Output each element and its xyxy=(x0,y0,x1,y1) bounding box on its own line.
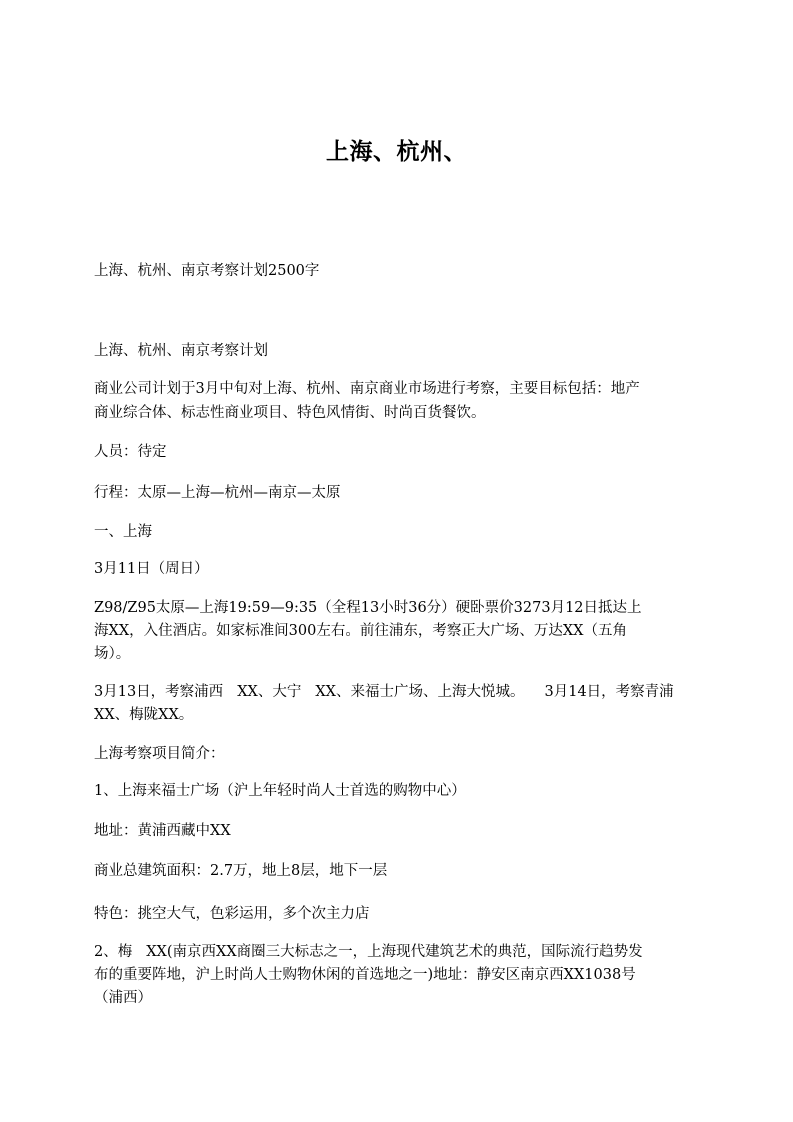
intro-paragraph xyxy=(94,377,706,425)
project1-name: 1、上海来福士广场（沪上年轻时尚人士首选的购物中心） xyxy=(94,783,466,799)
intro-line-1: 商业公司计划于3月中旬对上海、杭州、南京商业市场进行考察，主要目标包括：地产 xyxy=(94,381,640,397)
train-paragraph xyxy=(94,597,706,666)
date-march-11: 3月11日（周日） xyxy=(94,561,209,577)
intro-line-2: 商业综合体、标志性商业项目、特色风情街、时尚百货餐饮。 xyxy=(94,405,486,421)
march13-part-4: 3月14日，考察青浦 xyxy=(544,684,674,700)
project2-line-2: 布的重要阵地，沪上时尚人士购物休闲的首选地之一)地址：静安区南京西XX1038号 xyxy=(94,967,636,983)
project1-area: 商业总建筑面积：2.7万，地上8层，地下一层 xyxy=(94,863,388,879)
project2-line-1-text: XX(南京西XX商圈三大标志之一，上海现代建筑艺术的典范，国际流行趋势发 xyxy=(146,944,643,960)
subtitle: 上海、杭州、南京考察计划2500字 xyxy=(94,263,320,279)
project2-line-3: （浦西） xyxy=(94,990,152,1006)
train-line-2: 海XX，入住酒店。如家标准间300左右。前往浦东，考察正大广场、万达XX（五角 xyxy=(94,623,627,639)
project2-line-1 xyxy=(94,941,706,964)
project1-feature: 特色：挑空大气，色彩运用，多个次主力店 xyxy=(94,906,370,922)
march13-part-3: XX、来福士广场、上海大悦城。 xyxy=(315,684,525,700)
train-line-3: 场）。 xyxy=(94,646,131,662)
march13-line-1 xyxy=(94,681,706,704)
project2-paragraph xyxy=(94,941,706,1010)
projects-intro: 上海考察项目简介： xyxy=(94,746,225,762)
march13-paragraph xyxy=(94,681,706,727)
march13-part-2: XX、大宁 xyxy=(237,684,302,700)
project1-address: 地址：黄浦西藏中XX xyxy=(94,823,231,839)
project2-prefix: 2、梅 xyxy=(94,944,133,960)
document-title: 上海、杭州、 xyxy=(326,138,467,165)
plan-heading: 上海、杭州、南京考察计划 xyxy=(94,343,268,359)
itinerary: 行程：太原—上海—杭州—南京—太原 xyxy=(94,485,341,501)
personnel: 人员：待定 xyxy=(94,444,167,460)
march13-line-2: XX、梅陇XX。 xyxy=(94,707,194,723)
train-line-1: Z98/Z95太原—上海19:59—9:35（全程13小时36分）硬卧票价3273月12日抵达上 xyxy=(94,600,642,616)
section-shanghai: 一、上海 xyxy=(94,524,152,540)
march13-part-1: 3月13日，考察浦西 xyxy=(94,684,224,700)
